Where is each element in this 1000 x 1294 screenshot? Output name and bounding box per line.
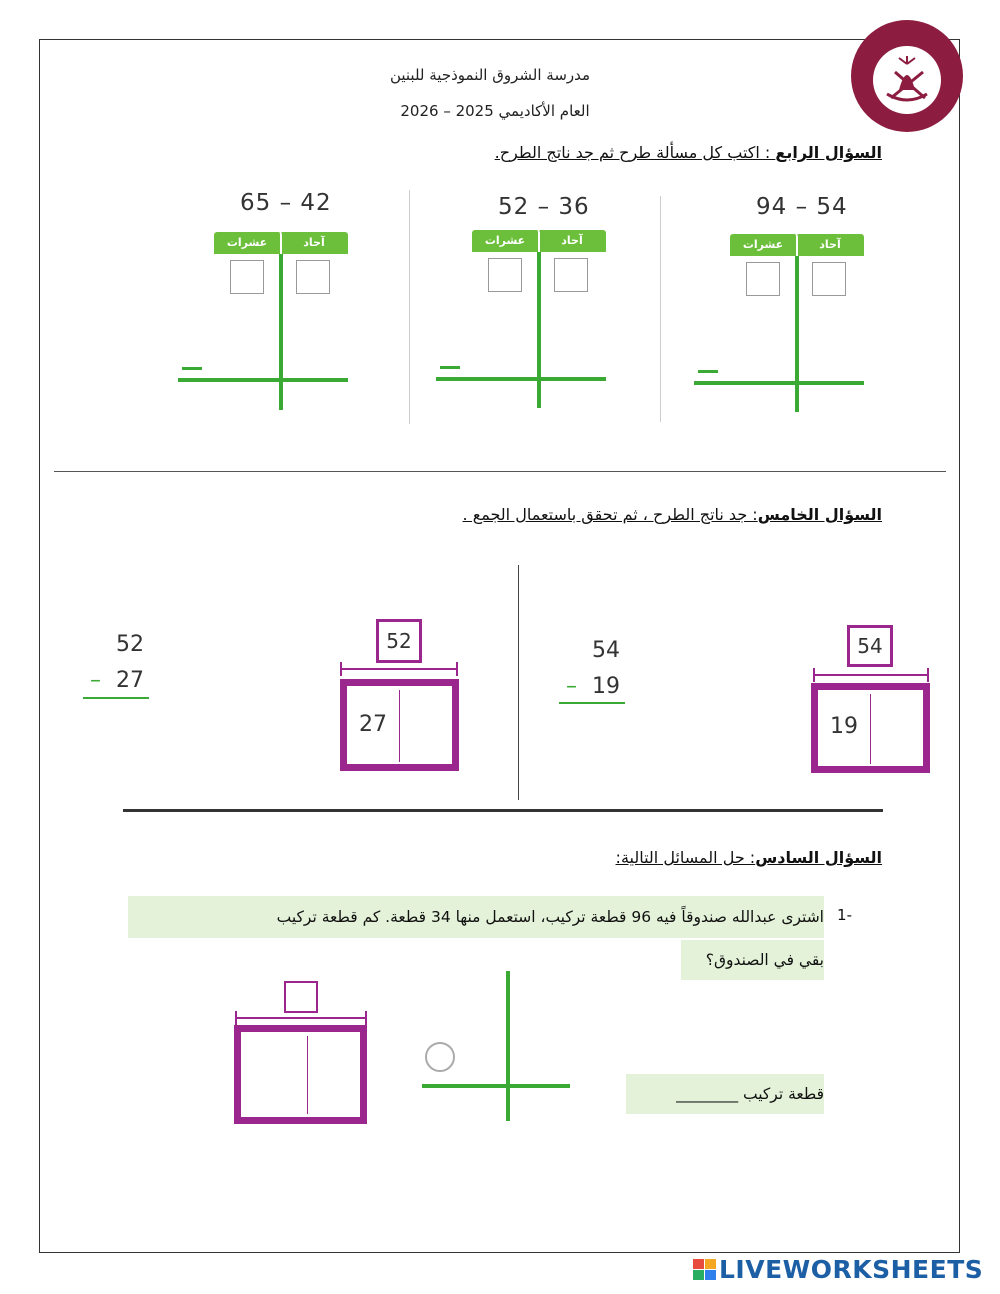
q5-left-minus: – [90,668,101,693]
q4-title-lead: السؤال الرابع [775,143,882,162]
q6-operation-circle[interactable] [425,1042,455,1072]
tens-input-box[interactable] [746,262,780,296]
liveworksheets-logo-icon [693,1259,717,1281]
q6-whole-input-box[interactable] [284,981,318,1013]
minus-sign [698,370,718,373]
q5-right-answer-line [559,702,625,704]
answer-line [694,381,864,385]
q6-answer-line[interactable]: قطعة تركيب ________ [626,1074,824,1114]
q5-left-part-value: 27 [359,712,387,737]
q5-right-answer-input[interactable] [559,710,627,742]
q5-right-minus: – [566,674,577,699]
q5-column-divider [518,565,519,800]
part-divider [399,690,400,762]
q4-expression: 94 – 54 [756,194,848,220]
q4-problem-1 [690,190,870,420]
q5-right-part-box [811,683,930,773]
ones-header: آحاد [280,232,348,254]
q6-item-number: -1 [837,906,852,924]
q5-title-lead: السؤال الخامس [757,505,882,524]
q6-problem-line-1: اشترى عبدالله صندوقاً فيه 96 قطعة تركيب، استعمل منها 34 قطعة. كم قطعة تركيب [128,896,824,938]
q5-right-top-number: 54 [592,638,620,663]
tens-header: عشرات [472,230,540,252]
q6-place-value-divider [506,971,510,1121]
q5-right-bracket [813,674,929,676]
tens-input-box[interactable] [230,260,264,294]
q5-left-bottom-number: 27 [116,668,144,693]
q5-left-bracket [340,668,458,670]
q5-title-rest: : جد ناتج الطرح ، ثم تحقق باستعمال الجمع . [462,505,758,524]
answer-line [436,377,606,381]
q6-bracket-end [235,1011,237,1025]
q5-title [463,505,882,524]
q5-left-answer-line [83,697,149,699]
q6-problem-line-2: بقي في الصندوق؟ [681,940,824,980]
q6-bracket-end [365,1011,367,1025]
ones-input-box[interactable] [296,260,330,294]
ones-input-box[interactable] [812,262,846,296]
q4-title [495,143,882,162]
q6-bracket [235,1017,367,1019]
ones-header: آحاد [796,234,864,256]
q5-right-whole-box: 54 [847,625,893,667]
column-divider [660,196,661,422]
q5-right-bracket-end [813,668,815,682]
q5-right-part-value: 19 [830,714,858,739]
qatar-emblem-logo [851,20,963,132]
q6-title-rest: : حل المسائل التالية: [615,848,756,867]
q5-left-bracket-end [456,662,458,676]
q6-part-box [234,1025,367,1124]
q5-left-top-number: 52 [116,632,144,657]
q5-right-missing-part-input[interactable] [876,696,920,762]
ones-input-box[interactable] [554,258,588,292]
section-divider [123,809,883,812]
q5-left-whole-box: 52 [376,619,422,663]
place-value-divider [279,254,283,410]
part-divider [870,694,871,764]
q4-problem-3 [174,190,354,420]
answer-line [178,378,348,382]
q6-part-input-right[interactable] [311,1038,361,1112]
liveworksheets-brand[interactable]: LIVEWORKSHEETS [719,1255,984,1284]
emblem-icon [851,20,963,132]
minus-sign [182,367,202,370]
place-value-divider [795,256,799,412]
minus-sign [440,366,460,369]
q6-title [616,848,882,867]
q5-right-bracket-end [927,668,929,682]
part-divider [307,1036,308,1114]
q5-left-answer-input[interactable] [83,704,149,734]
academic-year: العام الأكاديمي 2025 – 2026 [400,102,590,120]
q6-answer-line-bar [422,1084,570,1088]
tens-header: عشرات [214,232,282,254]
q5-left-missing-part-input[interactable] [405,692,449,760]
q4-problem-2 [432,190,612,420]
q5-left-bracket-end [340,662,342,676]
q4-expression: 52 – 36 [498,194,590,220]
tens-header: عشرات [730,234,798,256]
place-value-divider [537,252,541,408]
q6-title-lead: السؤال السادس [755,848,882,867]
column-divider [409,190,410,424]
q5-left-part-box [340,679,459,771]
school-name: مدرسة الشروق النموذجية للبنين [389,66,591,84]
section-divider [54,471,946,472]
tens-input-box[interactable] [488,258,522,292]
q4-title-rest: : اكتب كل مسألة طرح ثم جد ناتج الطرح. [494,143,776,162]
q4-expression: 65 – 42 [240,190,332,216]
ones-header: آحاد [538,230,606,252]
q5-right-bottom-number: 19 [592,674,620,699]
q6-part-input-left[interactable] [247,1038,299,1112]
